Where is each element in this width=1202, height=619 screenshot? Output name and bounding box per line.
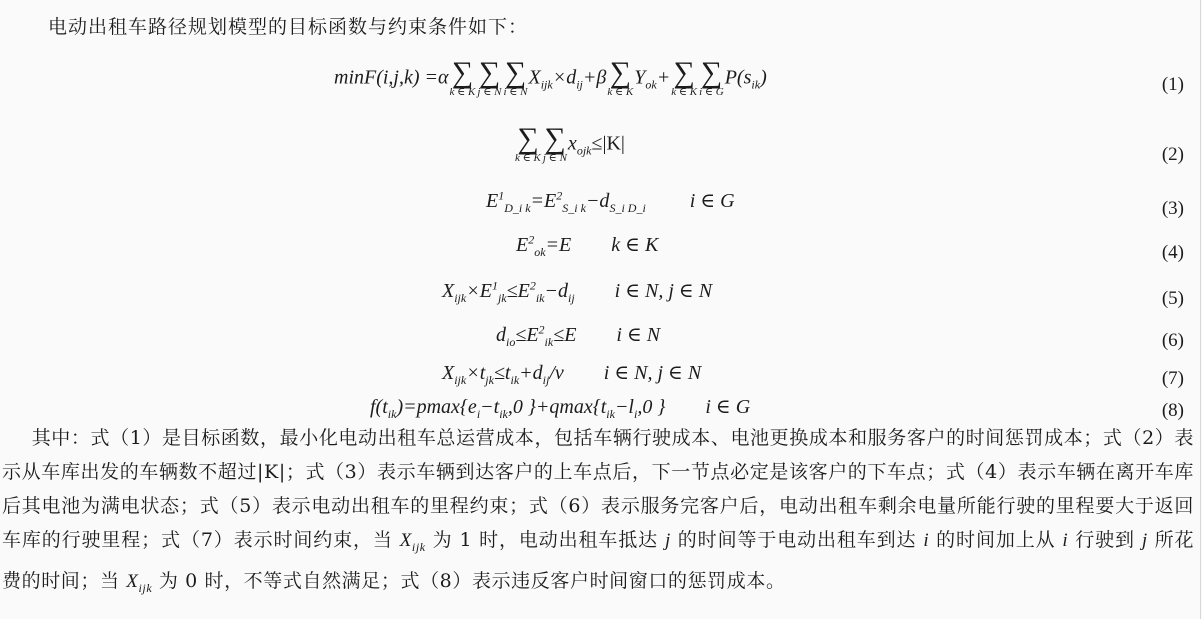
eq3-sup: 1 bbox=[498, 188, 505, 203]
equation-8 bbox=[370, 394, 750, 422]
text-run: 行驶到 bbox=[1075, 529, 1135, 551]
eq1-p: P(s bbox=[724, 66, 752, 89]
equation-row-1 bbox=[0, 56, 1202, 108]
eq8-sub: ik bbox=[387, 407, 397, 421]
explanation-paragraph bbox=[2, 421, 1194, 605]
sum-limit: k ∈ K bbox=[671, 86, 698, 98]
eq8-sub2: i bbox=[476, 407, 481, 421]
eq5-condition: i ∈ N, j ∈ N bbox=[614, 280, 713, 302]
eq6-mid: ≤E bbox=[515, 324, 539, 346]
eq4-sub: ok bbox=[534, 245, 546, 259]
eq1-x-sub: ijk bbox=[540, 77, 553, 92]
eq7-sub: ijk bbox=[454, 373, 467, 387]
eq3-sub: D_i k bbox=[504, 201, 531, 215]
eq5-x: X bbox=[442, 280, 455, 302]
equation-number-2: (2) bbox=[1161, 144, 1184, 165]
equation-number-1: (1) bbox=[1161, 74, 1184, 95]
eq7-end: /v bbox=[549, 362, 564, 384]
eq7-mid: ×t bbox=[466, 362, 486, 384]
eq6-d: d bbox=[496, 324, 506, 346]
sum-limit: i ∈ N bbox=[503, 86, 528, 98]
sum-k: ∑ k ∈ K bbox=[515, 122, 541, 164]
eq3-sub2: S_i k bbox=[562, 201, 586, 215]
var-x: X bbox=[399, 530, 412, 551]
equation-6 bbox=[496, 322, 660, 350]
eq5-sub3: ik bbox=[535, 291, 545, 305]
equation-number-4: (4) bbox=[1161, 242, 1184, 263]
sum-limit: k ∈ K bbox=[607, 86, 634, 98]
intro-text: 电动出租车路径规划模型的目标函数与约束条件如下： bbox=[48, 16, 529, 38]
equation-4 bbox=[516, 232, 658, 260]
sum-k2: ∑ k ∈ K bbox=[607, 56, 634, 98]
eq3-condition: i ∈ G bbox=[689, 190, 735, 212]
eq4-rhs: =E bbox=[545, 234, 572, 256]
sum-limit: j ∈ N bbox=[477, 86, 502, 98]
eq1-y-sub: ok bbox=[645, 77, 657, 92]
eq3-sup2: 2 bbox=[556, 188, 563, 203]
eq1-p-end: ) bbox=[760, 66, 767, 89]
sum-j: ∑ j ∈ N bbox=[542, 122, 567, 164]
eq1-d: ×d bbox=[552, 66, 577, 89]
eq8-e: ,0 } bbox=[637, 396, 666, 418]
sum-j: ∑ j ∈ N bbox=[477, 56, 502, 98]
eq3-minus: −d bbox=[585, 190, 610, 212]
sum-limit: j ∈ N bbox=[542, 152, 567, 164]
equation-number-5: (5) bbox=[1161, 288, 1184, 309]
text-run: 所花费的时间；当 bbox=[2, 529, 1195, 592]
eq1-plus: + bbox=[656, 66, 671, 89]
eq7-x: X bbox=[442, 362, 455, 384]
var-i: i bbox=[1062, 530, 1069, 551]
sum-limit: i ∈ G bbox=[699, 86, 724, 98]
eq7-sub4: ij bbox=[542, 373, 550, 387]
eq7-le: ≤t bbox=[493, 362, 511, 384]
text-run: 为 0 时，不等式自然满足；式（8）表示违反客户时间窗口的惩罚成本。 bbox=[158, 569, 786, 592]
equation-7 bbox=[442, 360, 701, 388]
eq1-lhs: minF(i,j,k) =α bbox=[334, 66, 449, 89]
eq7-condition: i ∈ N, j ∈ N bbox=[603, 362, 702, 384]
eq5-end: −d bbox=[544, 280, 568, 302]
eq8-f: f(t bbox=[370, 396, 388, 418]
eq4-e: E bbox=[516, 234, 529, 256]
equation-number-7: (7) bbox=[1161, 368, 1184, 389]
paragraph bbox=[2, 421, 1194, 605]
eq4-condition: k ∈ K bbox=[611, 234, 659, 256]
sum-limit: k ∈ K bbox=[515, 152, 541, 164]
equation-row-7 bbox=[0, 360, 1202, 394]
text-run: 其中：式（1）是目标函数，最小化电动出租车总运营成本，包括车辆行驶成本、电池更换成本和服务客户的时间惩罚成本；式（2）表示从车库出发的车辆数不超过|K|；式（3）表示车辆到达客户的上车点后，下一节点必定是该客户的下车点；式（4）表示车辆在离开车库后其电池为满电状态；式（5）表示电动出租车的里程约束；式（6）表示服务完客户后，电动出租车剩余电量所能行驶的里程要大于返回车库的行驶里程；式（7）表示时间约束，当 bbox=[2, 427, 1194, 551]
equation-1 bbox=[334, 56, 767, 98]
eq5-le: ≤E bbox=[506, 280, 530, 302]
eq5-sub2: jk bbox=[497, 291, 507, 305]
eq5-sup: 1 bbox=[491, 278, 498, 293]
equation-5 bbox=[442, 278, 712, 306]
eq8-sub5: i bbox=[634, 407, 638, 421]
eq2-x-sub: ojk bbox=[576, 143, 592, 158]
eq7-sub3: ik bbox=[510, 373, 520, 387]
sum-i: ∑ i ∈ N bbox=[503, 56, 528, 98]
eq8-b: −t bbox=[480, 396, 500, 418]
eq1-p-sub: ik bbox=[751, 77, 761, 92]
text-run: 的时间等于电动出租车到达 bbox=[677, 529, 917, 551]
eq2-x: x bbox=[567, 132, 577, 155]
eq3-sub3: S_i D_i bbox=[609, 201, 646, 215]
eq8-condition: i ∈ G bbox=[705, 396, 751, 418]
var-j: j bbox=[664, 530, 671, 551]
sum-limit: k ∈ K bbox=[449, 86, 476, 98]
equation-row-4 bbox=[0, 232, 1202, 266]
eq6-sup: 2 bbox=[538, 322, 545, 337]
eq5-sub4: ij bbox=[567, 291, 575, 305]
var-j: j bbox=[1141, 530, 1148, 551]
equation-row-5 bbox=[0, 278, 1202, 312]
equation-row-2 bbox=[0, 122, 1202, 172]
var-x-sub: ijk bbox=[411, 539, 426, 554]
eq1-beta: +β bbox=[582, 66, 607, 89]
eq6-condition: i ∈ N bbox=[616, 324, 661, 346]
equation-number-8: (8) bbox=[1161, 400, 1184, 421]
text-run: 为 1 时，电动出租车抵达 bbox=[432, 529, 659, 551]
eq1-x: X bbox=[528, 66, 541, 89]
eq4-sup: 2 bbox=[528, 232, 535, 247]
eq1-y: Y bbox=[634, 66, 646, 89]
eq3-eq: =E bbox=[530, 190, 557, 212]
eq5-mid: ×E bbox=[466, 280, 492, 302]
eq7-plus: +d bbox=[519, 362, 543, 384]
eq3-e: E bbox=[486, 190, 499, 212]
eq6-sub2: ik bbox=[544, 335, 554, 349]
equation-2 bbox=[514, 122, 625, 164]
sum-i2: ∑ i ∈ G bbox=[699, 56, 724, 98]
sum-k: ∑ k ∈ K bbox=[449, 56, 476, 98]
eq6-sub: io bbox=[506, 335, 516, 349]
eq8-sub3: ik bbox=[499, 407, 508, 421]
equation-row-6 bbox=[0, 322, 1202, 356]
var-x-sub: ijk bbox=[138, 580, 153, 595]
text-run: 的时间加上从 bbox=[936, 529, 1056, 551]
eq6-end: ≤E bbox=[553, 324, 577, 346]
eq8-sub4: ik bbox=[606, 407, 615, 421]
eq8-a: )=pmax{e bbox=[396, 396, 477, 418]
equation-number-6: (6) bbox=[1161, 330, 1184, 351]
eq5-sub: ijk bbox=[454, 291, 467, 305]
equation-3 bbox=[486, 188, 735, 216]
eq5-sup2: 2 bbox=[529, 278, 536, 293]
equation-number-3: (3) bbox=[1161, 198, 1184, 219]
eq8-d: −l bbox=[614, 396, 634, 418]
eq1-d-sub: ij bbox=[576, 77, 583, 92]
var-i: i bbox=[923, 530, 930, 551]
equation-row-3 bbox=[0, 188, 1202, 222]
eq8-c: ,0 }+qmax{t bbox=[507, 396, 607, 418]
eq2-rhs: ≤|K| bbox=[591, 132, 625, 155]
var-x: X bbox=[126, 570, 139, 592]
sum-k3: ∑ k ∈ K bbox=[671, 56, 698, 98]
eq7-sub2: jk bbox=[485, 373, 494, 387]
